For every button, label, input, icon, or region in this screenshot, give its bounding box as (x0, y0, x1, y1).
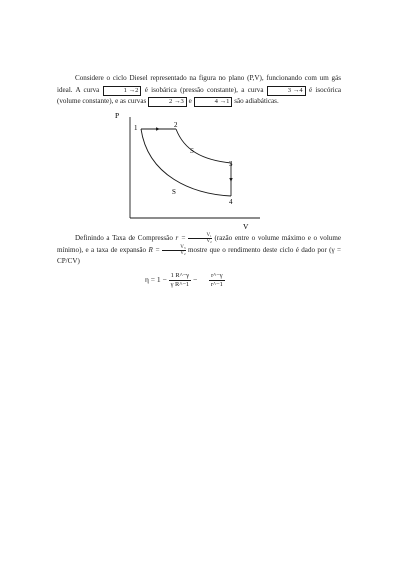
expansion-ratio-numerator: V₃ (162, 245, 185, 251)
v-axis-label: V (243, 222, 249, 231)
equation-denominator-2: r^−1 (210, 281, 223, 288)
entropy-label-lower: S (172, 188, 176, 196)
equation-denominator-1: γ R^−1 (170, 281, 190, 288)
compression-ratio-fraction (188, 233, 211, 244)
expansion-ratio-fraction (162, 245, 185, 256)
entropy-label-upper: S (190, 147, 194, 155)
statement-isobaric: é isobárica (pressão constante), a curva (144, 85, 264, 94)
compression-ratio-denominator: V₂ (206, 239, 212, 244)
gamma-definition-tail: P/CV) (61, 257, 80, 266)
efficiency-equation (145, 272, 225, 289)
equation-fraction-1 (169, 272, 191, 289)
equation-lhs: η = 1 − (145, 275, 167, 285)
statement-intro: Considere o ciclo Diesel representado na figura no plano (P,V), funcionando com um gás ideal. A curva (57, 74, 341, 94)
statement-adiabatic: são adiabáticas. (234, 97, 279, 106)
curve-3-4-box: 3 →4 (267, 86, 306, 96)
curve-1-2-box: 1 →2 (103, 86, 142, 96)
equation-numerator-1: 1 R^−γ (170, 272, 190, 279)
p-axis-label: P (115, 111, 120, 120)
point-1-label: 1 (134, 124, 138, 132)
point-3-label: 3 (229, 160, 233, 168)
equation-fraction-2 (209, 272, 225, 289)
statement-conjunction: e (188, 97, 192, 106)
point-2-label: 2 (174, 121, 178, 129)
expansion-ratio-denominator: V₂ (180, 250, 186, 256)
compression-ratio-numerator: V₁ (188, 233, 211, 239)
point-4-label: 4 (229, 198, 233, 206)
expansion-ratio-symbol: R = (148, 245, 160, 254)
arrow-3-4-icon (229, 178, 232, 182)
compression-ratio-symbol: r = (175, 234, 186, 243)
arrow-1-2-icon (156, 127, 160, 130)
equation-minus: − (193, 275, 198, 285)
statement-isochoric: é isocórica (volume constante), e as curvas (57, 85, 341, 106)
compression-definition (57, 233, 341, 268)
adiabatic-curve-4-1 (141, 129, 231, 196)
definition-middle: (razão entre o volume máximo e o volume mínimo), e a taxa de expansão (57, 234, 342, 254)
definition-task: mostre que o rendimento deste ciclo é dado por (γ = C (57, 245, 341, 266)
problem-statement (57, 73, 341, 108)
adiabatic-curve-2-3 (176, 129, 231, 163)
equation-numerator-2: r^−γ (209, 272, 225, 281)
definition-intro: Definindo a Taxa de Compressão (75, 234, 173, 243)
pv-diagram (110, 108, 270, 233)
curve-4-1-box: 4 →1 (194, 97, 233, 107)
curve-2-3-box: 2 →3 (148, 97, 187, 107)
